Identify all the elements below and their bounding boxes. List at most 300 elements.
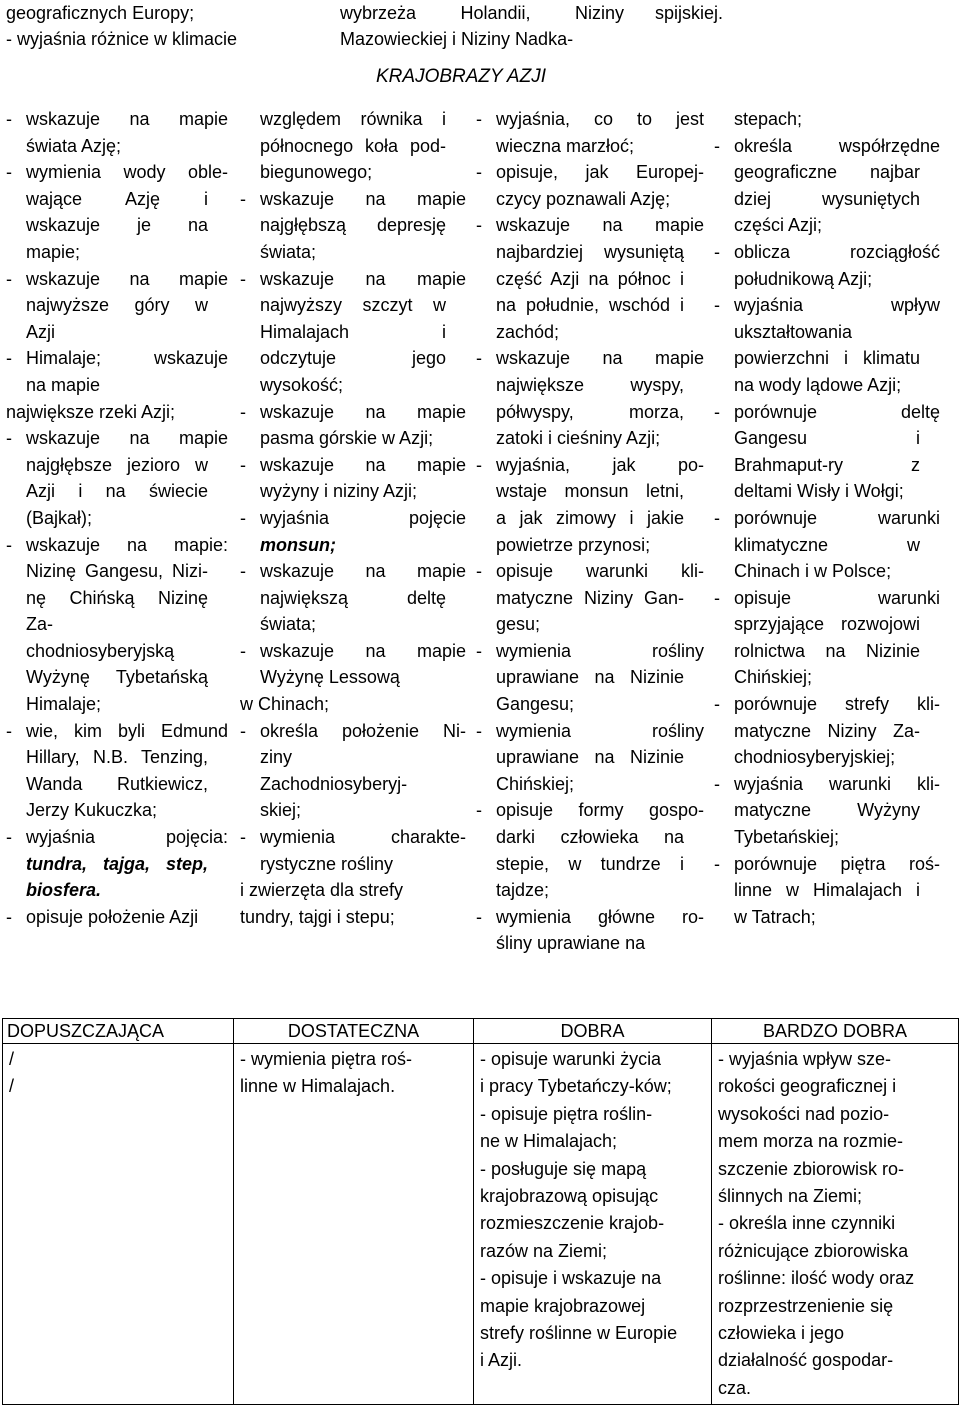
requirement-line [6, 771, 228, 798]
requirement-text: wymienia główne ro- [496, 906, 704, 927]
requirement-text: wskazuje na mapie [260, 268, 466, 289]
requirement-line [714, 345, 940, 372]
requirement-text: świata Azję; [26, 135, 122, 156]
requirement-line [714, 638, 940, 665]
requirement-line [476, 212, 704, 239]
cell-line: rokości geograficznej i [718, 1076, 897, 1097]
requirement-line [240, 532, 466, 559]
requirement-text: określa położenie Ni- [260, 720, 466, 741]
requirement-line [240, 212, 466, 239]
cell-line: ne w Himalajach; [480, 1131, 618, 1152]
requirement-text: opisuje warunki [734, 587, 940, 608]
requirement-text: linne w Himalajach i [734, 880, 920, 901]
requirement-line [240, 611, 466, 638]
requirement-text: wskazuje na mapie: [26, 534, 228, 555]
top-fragment-col3-line1: spijskiej. [655, 3, 724, 23]
requirement-text: porównuje deltę [734, 401, 940, 422]
requirement-line [476, 877, 704, 904]
requirement-line [714, 718, 940, 745]
requirement-line [6, 399, 228, 426]
requirement-line [6, 345, 228, 372]
requirement-text: wskazuje na mapie [496, 215, 704, 236]
requirement-text: wskazuje na mapie [260, 454, 466, 475]
requirement-text: najwyższe góry w [26, 295, 208, 316]
requirement-text: sprzyjające rozwojowi [734, 614, 920, 635]
requirement-text: wymienia charakte- [260, 827, 466, 848]
requirement-text: wie, kim byli Edmund [26, 720, 228, 741]
requirement-line [476, 478, 704, 505]
cell-line: różnicujące zbiorowiska [718, 1240, 909, 1261]
requirement-text: biosfera. [26, 880, 102, 901]
requirement-line [714, 133, 940, 160]
requirement-text: Hillary, N.B. Tenzing, [26, 747, 208, 768]
requirement-line [714, 159, 940, 186]
requirement-line [6, 904, 228, 931]
requirement-text: porównuje warunki [734, 507, 940, 528]
cell-line: ślinnych na Ziemi; [718, 1186, 863, 1207]
header-dopuszczajaca: DOPUSZCZAJĄCA [3, 1019, 234, 1044]
requirement-text: wyjaśnia wpływ [734, 295, 940, 316]
requirement-text: Za- [26, 614, 53, 635]
requirement-text: Chińskiej; [496, 773, 575, 794]
requirement-text: matyczne Wyżyny [734, 800, 920, 821]
requirement-text: świata; [260, 614, 317, 635]
requirement-line [240, 319, 466, 346]
requirement-line [714, 851, 940, 878]
requirement-text: wysokość; [260, 374, 344, 395]
requirement-line [240, 452, 466, 479]
cell-line: linne w Himalajach. [240, 1076, 396, 1097]
requirement-line [240, 372, 466, 399]
cell-dostateczna [234, 1044, 474, 1405]
requirement-text: monsun; [260, 534, 336, 555]
bullet-dash: - [714, 853, 720, 874]
requirement-line [714, 744, 940, 771]
requirement-text: śliny uprawiane na [496, 933, 646, 954]
requirements-column-1 [6, 106, 228, 930]
requirement-text: deltami Wisły i Wołgi; [734, 481, 904, 502]
requirement-line [240, 266, 466, 293]
requirement-text: powietrze przynosi; [496, 534, 651, 555]
requirement-text: wskazuje je na [26, 215, 208, 236]
bullet-dash: - [240, 268, 246, 289]
grades-table-row [3, 1044, 959, 1405]
requirement-line [240, 771, 466, 798]
requirement-line [476, 106, 704, 133]
requirement-line [476, 239, 704, 266]
requirement-text: Nizinę Gangesu, Nizi- [26, 561, 208, 582]
requirement-line [714, 399, 940, 426]
cell-line: - opisuje i wskazuje na [480, 1268, 662, 1289]
bullet-dash: - [6, 906, 12, 927]
requirement-line [476, 186, 704, 213]
requirement-line [6, 851, 228, 878]
top-fragment-col2-line2: Mazowieckiej i Niziny Nadka- [340, 29, 574, 49]
requirement-line [240, 638, 466, 665]
requirement-text: Azji [26, 321, 56, 342]
bullet-dash: - [6, 109, 12, 129]
requirement-line [476, 532, 704, 559]
cell-line: działalność gospodar- [718, 1350, 894, 1371]
requirement-text: porównuje piętra roś- [734, 853, 940, 874]
requirement-line [6, 372, 228, 399]
cell-line: cza. [718, 1377, 752, 1398]
requirement-line [476, 771, 704, 798]
requirement-text: Wyżynę Tybetańską [26, 667, 208, 688]
requirement-line [240, 425, 466, 452]
requirement-text: Wanda Rutkiewicz, [26, 773, 208, 794]
bullet-dash: - [476, 906, 482, 927]
requirement-line [240, 239, 466, 266]
requirement-line [6, 212, 228, 239]
requirement-text: mapie; [26, 241, 81, 262]
cell-line: - opisuje piętra roślin- [480, 1103, 653, 1124]
requirement-line [240, 851, 466, 878]
bullet-dash: - [6, 162, 12, 183]
requirement-text: gesu; [496, 614, 541, 635]
requirement-text: opisuje warunki kli- [496, 561, 704, 582]
requirement-text: stepach; [734, 109, 803, 129]
requirement-text: najgłębszą depresję [260, 215, 446, 236]
requirement-text: klimatyczne w [734, 534, 920, 555]
requirement-text: na mapie [26, 374, 101, 395]
requirement-text: pasma górskie w Azji; [260, 428, 434, 449]
requirement-line [6, 505, 228, 532]
bullet-dash: - [476, 561, 482, 582]
requirement-line [6, 611, 228, 638]
requirement-line [240, 159, 466, 186]
requirement-line [6, 266, 228, 293]
requirement-line [714, 877, 940, 904]
requirement-line [714, 532, 940, 559]
requirement-text: matyczne Niziny Za- [734, 720, 920, 741]
requirement-text: Azji i na świecie [26, 481, 208, 502]
bullet-dash: - [714, 401, 720, 422]
requirement-line [714, 425, 940, 452]
requirement-line [6, 292, 228, 319]
requirement-line [240, 718, 466, 745]
requirement-text: w Chinach; [240, 694, 330, 715]
requirement-line [240, 505, 466, 532]
requirement-line [714, 558, 940, 585]
cell-line: strefy roślinne w Europie [480, 1323, 678, 1344]
requirement-line [476, 638, 704, 665]
requirement-text: wskazuje na mapie [26, 428, 228, 449]
requirement-line [240, 399, 466, 426]
requirement-text: tundry, tajgi i stepu; [240, 906, 395, 927]
requirement-line [476, 585, 704, 612]
requirement-text: wskazuje na mapie [26, 109, 228, 129]
requirement-line [240, 558, 466, 585]
requirement-line [714, 292, 940, 319]
requirement-line [714, 478, 940, 505]
requirement-text: Himalaje; [26, 694, 102, 715]
top-fragment-col1-line2: - wyjaśnia różnice w klimacie [6, 29, 238, 49]
top-fragment-col2-line1: wybrzeża Holandii, Niziny [340, 3, 624, 23]
bullet-dash: - [6, 534, 12, 555]
requirement-text: czycy poznawali Azję; [496, 188, 671, 209]
cell-line: rozprzestrzenienie się [718, 1295, 894, 1316]
requirement-text: chodniosyberyjskiej; [734, 747, 896, 768]
requirement-text: świata; [260, 241, 317, 262]
requirement-line [714, 691, 940, 718]
requirement-line [6, 744, 228, 771]
bullet-dash: - [714, 773, 720, 794]
requirement-text: powierzchni i klimatu [734, 348, 920, 369]
requirement-line [240, 585, 466, 612]
requirement-line [714, 611, 940, 638]
cell-bardzo-dobra [712, 1044, 959, 1405]
bullet-dash: - [714, 295, 720, 316]
requirement-line [476, 824, 704, 851]
requirement-text: Brahmaput-ry z [734, 454, 920, 475]
requirement-text: części Azji; [734, 215, 823, 236]
requirement-text: opisuje formy gospo- [496, 800, 704, 821]
requirement-line [714, 212, 940, 239]
cell-line: - posługuje się mapą [480, 1158, 647, 1179]
bullet-dash: - [240, 454, 246, 475]
requirement-line [6, 532, 228, 559]
requirement-text: Zachodniosyberyj- [260, 773, 408, 794]
requirement-text: matyczne Niziny Gan- [496, 587, 684, 608]
bullet-dash: - [476, 454, 482, 475]
requirement-text: skiej; [260, 800, 302, 821]
requirement-text: uprawiane na Nizinie [496, 667, 684, 688]
bullet-dash: - [6, 720, 12, 741]
requirement-line [476, 345, 704, 372]
requirement-text: porównuje strefy kli- [734, 694, 940, 715]
bullet-dash: - [714, 507, 720, 528]
bullet-dash: - [476, 640, 482, 661]
requirement-line [476, 691, 704, 718]
bullet-dash: - [240, 188, 246, 209]
requirement-text: wyżyny i niziny Azji; [260, 481, 418, 502]
requirement-line [6, 478, 228, 505]
requirement-line [240, 904, 466, 931]
requirement-line [476, 266, 704, 293]
cell-line: szczenie zbiorowisk ro- [718, 1158, 905, 1179]
requirement-text: tajdze; [496, 880, 550, 901]
bullet-dash: - [476, 720, 482, 741]
requirement-text: dziej wysuniętych [734, 188, 920, 209]
requirement-text: geograficzne najbar [734, 162, 920, 183]
requirement-text: Wyżynę Lessową [260, 667, 400, 688]
requirement-text: wające Azję i [26, 188, 208, 209]
cell-dobra [474, 1044, 712, 1405]
requirement-text: darki człowieka na [496, 827, 684, 848]
requirement-text: wskazuje na mapie [26, 268, 228, 289]
requirement-text: stepie, w tundrze i [496, 853, 684, 874]
requirement-text: najbardziej wysuniętą [496, 241, 684, 262]
requirement-line [476, 718, 704, 745]
requirement-line [240, 478, 466, 505]
requirement-line [714, 904, 940, 931]
requirement-line [476, 611, 704, 638]
bullet-dash: - [6, 428, 12, 449]
requirement-line [6, 425, 228, 452]
requirement-line [240, 292, 466, 319]
requirement-text: na wody lądowe Azji; [734, 374, 902, 395]
cell-line: rozmieszczenie krajob- [480, 1213, 665, 1234]
bullet-dash: - [240, 640, 246, 661]
requirement-text: opisuje, jak Europej- [496, 162, 704, 183]
requirement-text: Gangesu; [496, 694, 575, 715]
requirement-line [714, 106, 940, 133]
requirement-line [714, 505, 940, 532]
requirement-line [6, 133, 228, 160]
requirement-text: wskazuje na mapie [496, 348, 704, 369]
section-title: KRAJOBRAZY AZJI [376, 66, 546, 87]
requirement-text: rolnictwa na Nizinie [734, 640, 920, 661]
requirement-line [476, 930, 704, 957]
requirement-line [240, 186, 466, 213]
bullet-dash: - [240, 827, 246, 848]
requirement-line [240, 691, 466, 718]
requirement-text: Himalaje; wskazuje [26, 348, 228, 369]
bullet-dash: - [714, 241, 720, 262]
requirement-text: odczytuje jego [260, 348, 446, 369]
cell-line: i Azji. [480, 1350, 523, 1371]
requirement-line [6, 106, 228, 133]
requirement-text: wyjaśnia warunki kli- [734, 773, 940, 794]
requirement-line [476, 133, 704, 160]
requirement-line [6, 585, 228, 612]
requirement-text: wskazuje na mapie [260, 188, 466, 209]
cell-line: krajobrazową opisując [480, 1186, 659, 1207]
grades-table [2, 1018, 959, 1405]
requirement-line [240, 664, 466, 691]
requirement-text: wymienia rośliny [496, 720, 704, 741]
bullet-dash: - [714, 694, 720, 715]
requirement-line [476, 851, 704, 878]
requirement-text: opisuje położenie Azji [26, 906, 199, 927]
cell-line: człowieka i jego [718, 1323, 845, 1344]
requirement-line [240, 797, 466, 824]
requirement-line [714, 585, 940, 612]
requirement-text: wstaje monsun letni, [496, 481, 684, 502]
requirement-line [476, 904, 704, 931]
requirement-line [476, 505, 704, 532]
bullet-dash: - [714, 587, 720, 608]
cell-line: - wymienia piętra roś- [240, 1049, 413, 1069]
requirement-text: Himalajach i [260, 321, 446, 342]
requirements-column-4 [714, 106, 940, 930]
requirements-column-3 [476, 106, 704, 957]
requirement-text: południkową Azji; [734, 268, 873, 289]
requirement-line [240, 345, 466, 372]
requirement-text: Tybetańskiej; [734, 827, 840, 848]
requirement-line [714, 186, 940, 213]
bullet-dash: - [240, 720, 246, 741]
requirement-line [476, 319, 704, 346]
requirement-text: względem równika i [260, 109, 446, 129]
cell-line: / [9, 1049, 15, 1069]
requirement-text: Chińskiej; [734, 667, 813, 688]
bullet-dash: - [476, 109, 482, 129]
requirement-text: najwyższy szczyt w [260, 295, 446, 316]
requirement-line [240, 106, 466, 133]
requirement-text: Chinach i w Polsce; [734, 561, 892, 582]
requirement-line [476, 558, 704, 585]
requirement-line [714, 372, 940, 399]
requirement-line [476, 664, 704, 691]
cell-line: - opisuje warunki życia [480, 1049, 662, 1069]
requirement-line [240, 824, 466, 851]
requirements-column-2 [240, 106, 466, 930]
header-bardzo-dobra: BARDZO DOBRA [712, 1019, 959, 1044]
requirement-line [6, 159, 228, 186]
cell-line: roślinne: ilość wody oraz [718, 1268, 915, 1289]
requirement-line [476, 372, 704, 399]
requirement-text: biegunowego; [260, 162, 373, 183]
bullet-dash: - [240, 561, 246, 582]
requirement-text: Gangesu i [734, 428, 920, 449]
requirement-text: oblicza rozciągłość [734, 241, 940, 262]
cell-line: mem morza na rozmie- [718, 1131, 904, 1152]
requirement-text: wskazuje na mapie [260, 401, 466, 422]
requirement-line [6, 718, 228, 745]
requirement-line [714, 319, 940, 346]
requirement-line [240, 877, 466, 904]
requirement-text: i zwierzęta dla strefy [240, 880, 404, 901]
cell-line: razów na Ziemi; [480, 1240, 608, 1261]
requirement-text: rystyczne rośliny [260, 853, 394, 874]
requirement-line [6, 638, 228, 665]
cell-line: - określa inne czynniki [718, 1213, 896, 1234]
requirement-text: północnego koła pod- [260, 135, 446, 156]
bullet-dash: - [476, 800, 482, 821]
requirement-text: chodniosyberyjską [26, 640, 175, 661]
requirement-line [6, 558, 228, 585]
requirement-line [6, 664, 228, 691]
requirement-line [6, 691, 228, 718]
cell-line: wysokości nad pozio- [718, 1103, 890, 1124]
requirement-text: wyjaśnia, jak po- [496, 454, 704, 475]
bullet-dash: - [240, 401, 246, 422]
requirement-line [714, 239, 940, 266]
requirement-line [476, 425, 704, 452]
requirement-text: wymienia wody oble- [26, 162, 228, 183]
requirement-line [6, 239, 228, 266]
requirement-text: wskazuje na mapie [260, 640, 466, 661]
requirement-line [476, 452, 704, 479]
bullet-dash: - [6, 348, 12, 369]
requirement-text: największe rzeki Azji; [6, 401, 176, 422]
requirement-text: ziny [260, 747, 293, 768]
cell-line: mapie krajobrazowej [480, 1295, 646, 1316]
requirement-line [6, 797, 228, 824]
cell-line: - wyjaśnia wpływ sze- [718, 1049, 892, 1069]
requirement-line [714, 824, 940, 851]
requirement-text: a jak zimowy i jakie [496, 507, 684, 528]
requirement-line [714, 771, 940, 798]
requirement-text: wymienia rośliny [496, 640, 704, 661]
requirement-line [476, 399, 704, 426]
top-fragment-col1-line1: geograficznych Europy; [6, 3, 195, 23]
requirement-line [6, 186, 228, 213]
requirement-text: największe wyspy, [496, 374, 684, 395]
requirement-text: uprawiane na Nizinie [496, 747, 684, 768]
requirement-text: największą deltę [260, 587, 446, 608]
requirement-text: w Tatrach; [734, 906, 816, 927]
requirement-text: (Bajkał); [26, 507, 93, 528]
requirement-line [714, 266, 940, 293]
header-dobra: DOBRA [474, 1019, 712, 1044]
grades-table-header-row [3, 1019, 959, 1044]
bullet-dash: - [476, 348, 482, 369]
requirement-text: wyjaśnia, co to jest [496, 109, 704, 129]
requirement-line [476, 797, 704, 824]
